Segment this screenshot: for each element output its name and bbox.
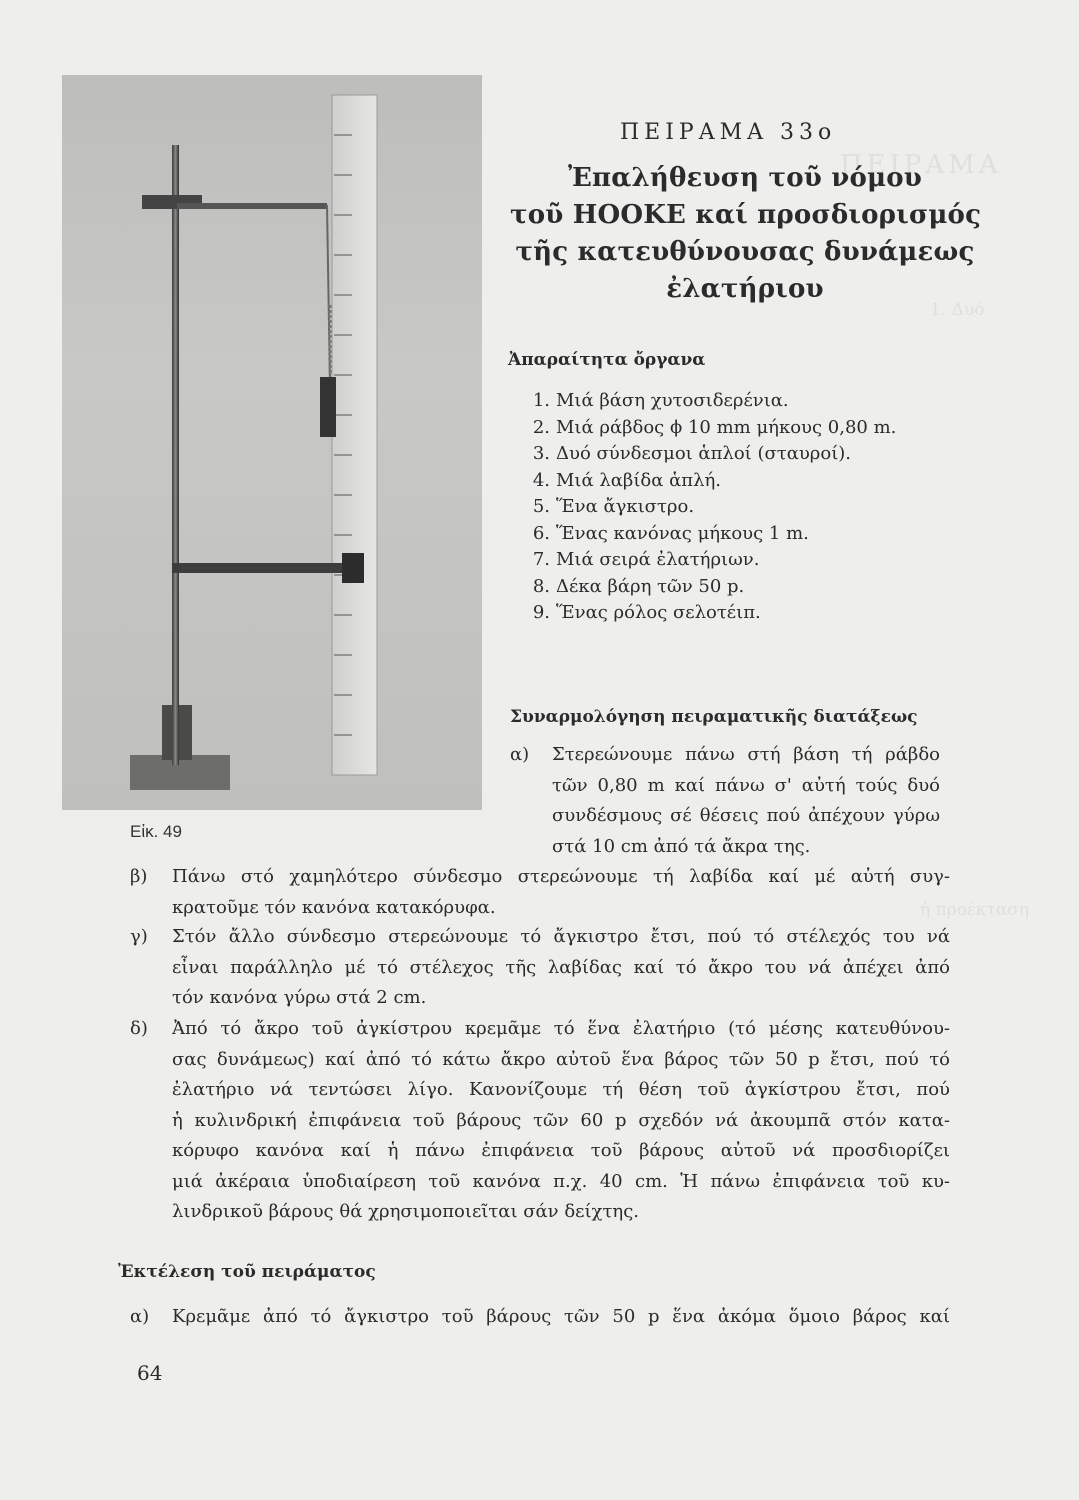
text-line: συνδέσμους σέ θέσεις πού ἀπέχουν γύρω xyxy=(552,805,940,826)
list-item xyxy=(520,549,896,576)
list-item-text: Μιά ράβδος ϕ 10 mm μήκους 0,80 m. xyxy=(556,416,897,438)
list-item xyxy=(520,390,896,417)
assembly-step xyxy=(130,862,950,923)
list-item-number: 6. xyxy=(532,522,550,544)
step-mark: α) xyxy=(130,1306,150,1327)
step-mark: α) xyxy=(510,744,530,765)
list-item-text: Ἕνα ἄγκιστρο. xyxy=(556,496,695,517)
list-item xyxy=(520,523,896,550)
list-item-number: 3. xyxy=(532,443,550,464)
list-item-text: Δέκα βάρη τῶν 50 p. xyxy=(556,575,745,597)
experiment-label: ΠΕΙΡΑΜΑ 33ο xyxy=(620,120,837,145)
list-item xyxy=(520,576,896,603)
text-line: Κρεμᾶμε ἀπό τό ἄγκιστρο τοῦ βάρους τῶν 50 p ἕνα ἀκόμα ὅμοιο βάρος καί xyxy=(172,1306,950,1327)
instruments-list xyxy=(520,390,896,629)
page-number: 64 xyxy=(137,1361,163,1385)
assembly-heading: Συναρμολόγηση πειραματικῆς διατάξεως xyxy=(510,707,918,727)
step-mark: β) xyxy=(130,866,148,887)
list-item-number: 5. xyxy=(532,496,550,517)
list-item-text: Ἕνας ρόλος σελοτέιπ. xyxy=(556,602,761,623)
text-line: στά 10 cm ἀπό τά ἄκρα της. xyxy=(552,835,811,857)
text-line: μιά ἀκέραια ὑποδιαίρεση τοῦ κανόνα π.χ. 40 cm. Ἡ πάνω ἐπιφάνεια τοῦ κυ- xyxy=(172,1170,950,1192)
text-line: λινδρικοῦ βάρους θά χρησιμοποιεῖται σάν δείχτης. xyxy=(172,1201,640,1222)
text-line: κρατοῦμε τόν κανόνα κατακόρυφα. xyxy=(172,896,496,918)
title-line: τοῦ HOOKE καί προσδιορισμός xyxy=(510,200,982,230)
assembly-step xyxy=(130,922,950,1014)
text-line: κόρυφο κανόνα καί ἡ πάνω ἐπιφάνεια τοῦ βάρους αὐτοῦ νά προσδιορίζει xyxy=(172,1140,950,1161)
bleed-through-text: ἡ προέκταση xyxy=(920,900,1030,920)
list-item-text: Μιά λαβίδα ἁπλή. xyxy=(556,469,722,491)
figure-caption: Εἰκ. 49 xyxy=(130,822,182,841)
step-mark: γ) xyxy=(130,926,148,947)
list-item xyxy=(520,496,896,523)
list-item-text: Μιά βάση χυτοσιδερένια. xyxy=(556,390,789,411)
list-item-number: 4. xyxy=(532,469,550,491)
list-item-number: 8. xyxy=(532,575,550,597)
list-item-number: 2. xyxy=(532,416,550,438)
step-mark: δ) xyxy=(130,1018,148,1039)
list-item xyxy=(520,417,896,444)
stand-with-ruler-and-spring-photo xyxy=(62,75,482,810)
execution-step xyxy=(130,1302,950,1333)
assembly-step xyxy=(130,1014,950,1228)
apparatus-photo xyxy=(62,75,482,810)
text-line: ἡ κυλινδρική ἐπιφάνεια τοῦ βάρους τῶν 60 p σχεδόν νά ἀκουμπᾶ στόν κατα- xyxy=(172,1109,950,1131)
execution-heading: Ἐκτέλεση τοῦ πειράματος xyxy=(118,1262,376,1282)
text-line: Στόν ἄλλο σύνδεσμο στερεώνουμε τό ἄγκιστρο ἔτσι, πού τό στέλεχός του νά xyxy=(172,926,950,947)
list-item xyxy=(520,443,896,470)
assembly-step xyxy=(510,740,940,862)
title-line: ἐλατήριου xyxy=(666,274,824,304)
text-line: σας δυνάμεως) καί ἀπό τό κάτω ἄκρο αὐτοῦ ἕνα βάρος τῶν 50 p ἔτσι, πού τό xyxy=(172,1048,950,1070)
text-line: Πάνω στό χαμηλότερο σύνδεσμο στερεώνουμε τή λαβίδα καί μέ αὐτή συγ- xyxy=(172,866,950,887)
list-item xyxy=(520,470,896,497)
list-item-text: Ἕνας κανόνας μήκους 1 m. xyxy=(556,522,809,544)
instruments-heading: Ἀπαραίτητα ὄργανα xyxy=(508,350,706,370)
bleed-through-text: ΠΕΙΡΑΜΑ xyxy=(840,150,1002,180)
list-item xyxy=(520,602,896,629)
text-line: Στερεώνουμε πάνω στή βάση τή ράβδο xyxy=(552,744,940,765)
list-item-number: 7. xyxy=(532,549,550,570)
list-item-number: 9. xyxy=(532,602,550,623)
text-line: εἶναι παράλληλο μέ τό στέλεχος τῆς λαβίδας καί τό ἄκρο του νά ἀπέχει ἀπό xyxy=(172,956,950,978)
text-line: Ἀπό τό ἄκρο τοῦ ἀγκίστρου κρεμᾶμε τό ἕνα ἐλατήριο (τό μέσης κατευθύνου- xyxy=(172,1018,950,1039)
list-item-text: Μιά σειρά ἐλατήριων. xyxy=(556,549,760,570)
list-item-text: Δυό σύνδεσμοι ἁπλοί (σταυροί). xyxy=(556,443,852,464)
text-line: τόν κανόνα γύρω στά 2 cm. xyxy=(172,987,427,1008)
title-line: τῆς κατευθύνουσας δυνάμεως xyxy=(515,237,975,267)
list-item-number: 1. xyxy=(532,390,550,411)
bleed-through-text: 1. Δυό xyxy=(930,300,985,320)
text-line: ἐλατήριο νά τεντώσει λίγο. Κανονίζουμε τή θέση τοῦ ἀγκίστρου ἔτσι, πού xyxy=(172,1079,950,1100)
page-title xyxy=(510,160,980,308)
title-line: Ἐπαλήθευση τοῦ νόμου xyxy=(567,163,923,193)
text-line: τῶν 0,80 m καί πάνω σ' αὐτή τούς δυό xyxy=(552,774,940,796)
